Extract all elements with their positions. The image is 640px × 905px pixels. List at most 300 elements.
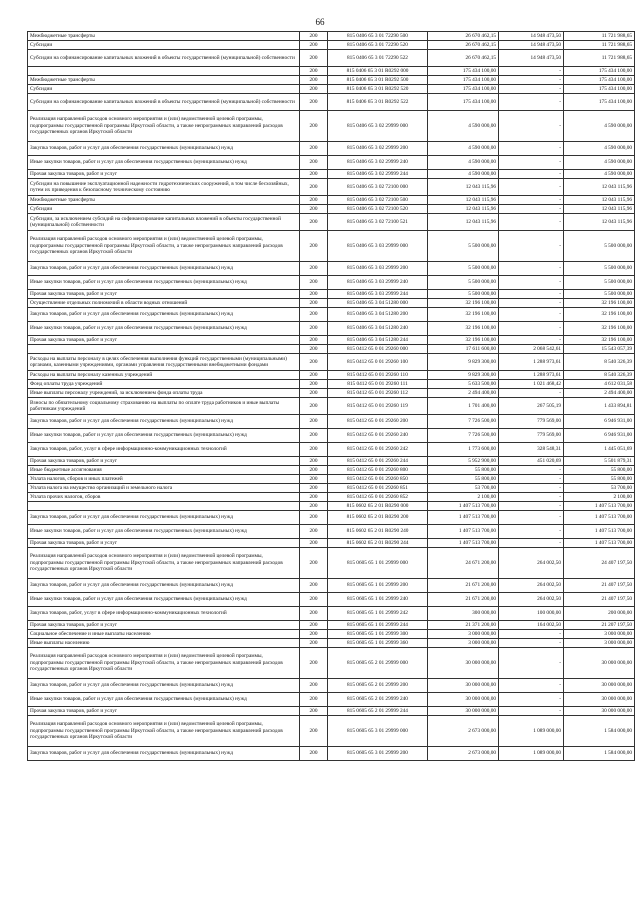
row-total-cell: 3 000 000,00 <box>428 630 499 639</box>
row-federal-cell: 1 288 973,61 <box>499 371 564 380</box>
table-row <box>28 525 635 539</box>
row-csr-cell: 815 0406 65 3 03 29999 240 <box>328 276 428 290</box>
row-federal-cell: - <box>499 630 564 639</box>
table-row <box>28 50 635 67</box>
row-federal-cell: 264 002,50 <box>499 548 564 579</box>
row-name-cell: Реализация направлений расходов основного мероприятия и (или) ведомственной целевой программы, подпрограммы государственной программы Иркутской области, а также непрограммных направлений расходов государственных органов Иркутской области <box>28 716 300 747</box>
row-csr-cell: 815 0605 65 1 01 29999 000 <box>328 548 428 579</box>
row-regional-cell: 1 407 513 700,00 <box>564 511 635 525</box>
row-total-cell: 32 196 100,00 <box>428 299 499 308</box>
row-name-cell: Закупка товаров, работ и услуг для обеспечения государственных (муниципальных) нужд <box>28 415 300 429</box>
row-code-cell: 200 <box>300 693 328 707</box>
row-total-cell: 12 043 115,96 <box>428 196 499 205</box>
row-code-cell: 200 <box>300 85 328 94</box>
row-name-cell: Субсидии <box>28 85 300 94</box>
row-csr-cell: 815 0412 65 0 01 29260 000 <box>328 345 428 354</box>
row-regional-cell: 12 043 115,96 <box>564 196 635 205</box>
row-total-cell: 30 000 000,00 <box>428 648 499 679</box>
row-code-cell: 200 <box>300 648 328 679</box>
row-total-cell: 30 000 000,00 <box>428 707 499 716</box>
row-total-cell: 5 500 000,00 <box>428 231 499 262</box>
row-total-cell: 53 700,00 <box>428 484 499 493</box>
row-total-cell: 24 671 200,00 <box>428 548 499 579</box>
row-regional-cell: 175 434 100,00 <box>564 76 635 85</box>
table-row <box>28 484 635 493</box>
row-federal-cell: - <box>499 336 564 345</box>
row-csr-cell: 815 0406 65 3 02 29999 200 <box>328 142 428 156</box>
row-federal-cell: - <box>499 639 564 648</box>
row-total-cell: 26 670 462,15 <box>428 32 499 41</box>
row-code-cell: 200 <box>300 415 328 429</box>
table-row <box>28 747 635 761</box>
row-csr-cell: 815 0406 65 3 01 R0292 522 <box>328 94 428 111</box>
table-row <box>28 415 635 429</box>
row-total-cell: 175 434 100,00 <box>428 94 499 111</box>
table-row <box>28 648 635 679</box>
row-code-cell: 200 <box>300 214 328 231</box>
row-name-cell: Расходы на выплаты персоналу в целях обеспечения выполнения функций государственными (муниципальными) органами, казенными учреждениями, органами управления государственными внебюджетными фондами <box>28 354 300 371</box>
table-row <box>28 142 635 156</box>
row-total-cell: 30 000 000,00 <box>428 679 499 693</box>
table-row <box>28 179 635 196</box>
row-regional-cell: 8 540 326,39 <box>564 371 635 380</box>
table-row <box>28 466 635 475</box>
table-row <box>28 579 635 593</box>
row-code-cell: 200 <box>300 548 328 579</box>
row-csr-cell: 815 0412 65 0 01 29260 850 <box>328 475 428 484</box>
row-name-cell: Закупка товаров, работ и услуг для обеспечения государственных (муниципальных) нужд <box>28 579 300 593</box>
row-code-cell: 200 <box>300 276 328 290</box>
row-federal-cell: - <box>499 76 564 85</box>
table-row <box>28 539 635 548</box>
row-csr-cell: 815 0406 65 3 01 R0292 000 <box>328 67 428 76</box>
row-csr-cell: 815 0412 65 0 01 29260 100 <box>328 354 428 371</box>
row-federal-cell: - <box>499 299 564 308</box>
row-code-cell: 200 <box>300 308 328 322</box>
row-total-cell: 26 670 462,15 <box>428 50 499 67</box>
row-regional-cell: 2 494 400,00 <box>564 389 635 398</box>
table-row <box>28 548 635 579</box>
row-regional-cell: 4 590 000,00 <box>564 170 635 179</box>
row-code-cell: 200 <box>300 389 328 398</box>
row-regional-cell: 175 434 100,00 <box>564 67 635 76</box>
row-total-cell: 1 407 513 700,00 <box>428 525 499 539</box>
page-number: 66 <box>315 17 325 27</box>
row-code-cell: 200 <box>300 111 328 142</box>
row-code-cell: 200 <box>300 345 328 354</box>
table-row <box>28 299 635 308</box>
row-federal-cell: - <box>499 231 564 262</box>
row-csr-cell: 815 0406 65 3 01 72290 500 <box>328 32 428 41</box>
row-federal-cell: 164 002,50 <box>499 621 564 630</box>
row-csr-cell: 815 0406 65 3 02 29999 240 <box>328 156 428 170</box>
row-name-cell: Реализация направлений расходов основного мероприятия и (или) ведомственной целевой программы, подпрограммы государственной программы Иркутской области, а также непрограммных направлений расходов государственных органов Иркутской области <box>28 548 300 579</box>
row-regional-cell: 55 800,00 <box>564 475 635 484</box>
row-regional-cell: 32 196 100,00 <box>564 322 635 336</box>
table-row <box>28 429 635 443</box>
row-code-cell: 200 <box>300 593 328 607</box>
table-row <box>28 593 635 607</box>
row-name-cell: Реализация направлений расходов основного мероприятия и (или) ведомственной целевой программы, подпрограммы государственной программы Иркутской области, а также непрограммных направлений расходов государственных органов Иркутской области <box>28 111 300 142</box>
row-csr-cell: 815 0412 65 0 01 29260 242 <box>328 443 428 457</box>
row-federal-cell: 14 948 473,50 <box>499 41 564 50</box>
row-federal-cell: - <box>499 389 564 398</box>
row-csr-cell: 815 0406 65 3 04 51280 000 <box>328 299 428 308</box>
row-regional-cell: 3 000 000,00 <box>564 630 635 639</box>
row-federal-cell: - <box>499 511 564 525</box>
row-regional-cell: 11 721 988,65 <box>564 41 635 50</box>
row-code-cell: 200 <box>300 322 328 336</box>
row-regional-cell: 12 043 115,96 <box>564 179 635 196</box>
row-name-cell: Фонд оплаты труда учреждений <box>28 380 300 389</box>
row-total-cell: 175 434 100,00 <box>428 67 499 76</box>
row-federal-cell: 451 020,69 <box>499 457 564 466</box>
row-code-cell: 200 <box>300 579 328 593</box>
row-regional-cell: 30 000 000,00 <box>564 679 635 693</box>
row-csr-cell: 815 0605 65 2 01 29999 244 <box>328 707 428 716</box>
row-csr-cell: 815 0605 65 1 01 29999 242 <box>328 607 428 621</box>
row-name-cell: Иные закупки товаров, работ и услуг для обеспечения государственных (муниципальных) нужд <box>28 429 300 443</box>
row-federal-cell: - <box>499 196 564 205</box>
table-row <box>28 716 635 747</box>
row-name-cell: Иные закупки товаров, работ и услуг для обеспечения государственных (муниципальных) нужд <box>28 593 300 607</box>
row-total-cell: 17 611 600,00 <box>428 345 499 354</box>
row-federal-cell: 1 089 000,00 <box>499 716 564 747</box>
row-total-cell: 32 196 100,00 <box>428 308 499 322</box>
row-name-cell <box>28 67 300 76</box>
row-csr-cell: 815 0406 65 3 01 72290 520 <box>328 41 428 50</box>
table-row <box>28 443 635 457</box>
table-row <box>28 262 635 276</box>
row-code-cell: 200 <box>300 511 328 525</box>
row-regional-cell: 200 000,00 <box>564 607 635 621</box>
row-code-cell: 200 <box>300 380 328 389</box>
row-code-cell: 200 <box>300 484 328 493</box>
table-row <box>28 156 635 170</box>
row-csr-cell: 815 0605 65 1 01 29999 300 <box>328 630 428 639</box>
table-row <box>28 630 635 639</box>
row-federal-cell: 779 569,00 <box>499 415 564 429</box>
row-regional-cell: 21 407 197,50 <box>564 579 635 593</box>
row-name-cell: Прочая закупка товаров, работ и услуг <box>28 621 300 630</box>
row-name-cell: Закупка товаров, работ, услуг в сфере информационно-коммуникационных технологий <box>28 607 300 621</box>
row-code-cell: 200 <box>300 50 328 67</box>
row-csr-cell: 815 0602 65 2 01 R0290 000 <box>328 502 428 511</box>
row-total-cell: 2 673 000,00 <box>428 716 499 747</box>
row-regional-cell: 5 500 000,00 <box>564 262 635 276</box>
row-code-cell: 200 <box>300 539 328 548</box>
row-csr-cell: 815 0412 65 0 01 29260 111 <box>328 380 428 389</box>
row-csr-cell: 815 0406 65 3 01 72290 522 <box>328 50 428 67</box>
table-row <box>28 85 635 94</box>
table-row <box>28 475 635 484</box>
table-row <box>28 196 635 205</box>
row-code-cell: 200 <box>300 475 328 484</box>
row-total-cell: 55 800,00 <box>428 466 499 475</box>
row-code-cell: 200 <box>300 466 328 475</box>
row-code-cell: 200 <box>300 429 328 443</box>
row-name-cell: Социальное обеспечение и иные выплаты населению <box>28 630 300 639</box>
row-code-cell: 200 <box>300 398 328 415</box>
budget-table-body <box>28 32 635 761</box>
row-code-cell: 200 <box>300 170 328 179</box>
row-total-cell: 55 800,00 <box>428 475 499 484</box>
row-name-cell: Уплата налога на имущество организаций и земельного налога <box>28 484 300 493</box>
row-csr-cell: 815 0602 65 2 01 R0290 240 <box>328 525 428 539</box>
row-code-cell: 200 <box>300 371 328 380</box>
row-federal-cell: 264 002,50 <box>499 579 564 593</box>
row-regional-cell: 3 000 000,00 <box>564 639 635 648</box>
row-total-cell: 4 590 000,00 <box>428 111 499 142</box>
row-csr-cell: 815 0406 65 3 01 R0292 500 <box>328 76 428 85</box>
row-csr-cell: 815 0605 65 3 01 29999 200 <box>328 747 428 761</box>
row-csr-cell: 815 0406 65 3 04 51280 240 <box>328 322 428 336</box>
row-csr-cell: 815 0602 65 2 01 R0290 244 <box>328 539 428 548</box>
row-regional-cell: 5 500 000,00 <box>564 276 635 290</box>
row-code-cell: 200 <box>300 231 328 262</box>
row-code-cell: 200 <box>300 290 328 299</box>
row-regional-cell: 32 196 100,00 <box>564 308 635 322</box>
row-regional-cell: 30 000 000,00 <box>564 648 635 679</box>
row-regional-cell: 4 590 000,00 <box>564 111 635 142</box>
row-total-cell: 32 196 100,00 <box>428 336 499 345</box>
table-row <box>28 502 635 511</box>
table-row <box>28 380 635 389</box>
row-total-cell: 12 043 115,96 <box>428 214 499 231</box>
row-code-cell: 200 <box>300 621 328 630</box>
row-csr-cell: 815 0605 65 1 01 29999 360 <box>328 639 428 648</box>
row-total-cell: 7 726 500,00 <box>428 415 499 429</box>
row-name-cell: Межбюджетные трансферты <box>28 76 300 85</box>
row-regional-cell: 1 407 513 700,00 <box>564 502 635 511</box>
table-row <box>28 621 635 630</box>
row-code-cell: 200 <box>300 679 328 693</box>
row-name-cell: Уплата прочих налогов, сборов <box>28 493 300 502</box>
row-code-cell: 200 <box>300 354 328 371</box>
row-regional-cell: 1 584 000,00 <box>564 747 635 761</box>
row-csr-cell: 815 0406 65 3 04 51280 244 <box>328 336 428 345</box>
table-row <box>28 214 635 231</box>
table-row <box>28 170 635 179</box>
row-code-cell: 200 <box>300 639 328 648</box>
row-csr-cell: 815 0605 65 2 01 29999 200 <box>328 679 428 693</box>
row-federal-cell: - <box>499 142 564 156</box>
row-code-cell: 200 <box>300 67 328 76</box>
row-csr-cell: 815 0412 65 0 01 29260 200 <box>328 415 428 429</box>
row-code-cell: 200 <box>300 94 328 111</box>
row-federal-cell: 328 548,31 <box>499 443 564 457</box>
row-csr-cell: 815 0406 65 3 03 29999 200 <box>328 262 428 276</box>
row-regional-cell: 30 000 000,00 <box>564 693 635 707</box>
table-row <box>28 67 635 76</box>
row-regional-cell: 175 434 100,00 <box>564 85 635 94</box>
row-name-cell: Прочая закупка товаров, работ и услуг <box>28 539 300 548</box>
row-name-cell: Прочая закупка товаров, работ и услуг <box>28 707 300 716</box>
row-code-cell: 200 <box>300 32 328 41</box>
row-csr-cell: 815 0605 65 2 01 29999 000 <box>328 648 428 679</box>
row-federal-cell: - <box>499 693 564 707</box>
row-name-cell: Осуществление отдельных полномочий в области водных отношений <box>28 299 300 308</box>
row-name-cell: Субсидии на софинансирование капитальных вложений в объекты государственной (муниципальной) собственности <box>28 50 300 67</box>
row-total-cell: 2 494 400,00 <box>428 389 499 398</box>
row-regional-cell: 32 196 100,00 <box>564 299 635 308</box>
row-federal-cell: - <box>499 170 564 179</box>
row-federal-cell: 267 505,19 <box>499 398 564 415</box>
row-name-cell: Иные закупки товаров, работ и услуг для обеспечения государственных (муниципальных) нужд <box>28 693 300 707</box>
row-regional-cell: 5 500 000,00 <box>564 231 635 262</box>
row-name-cell: Субсидии <box>28 205 300 214</box>
row-federal-cell: - <box>499 679 564 693</box>
row-csr-cell: 815 0412 65 0 01 29260 112 <box>328 389 428 398</box>
row-total-cell: 12 043 115,96 <box>428 179 499 196</box>
row-csr-cell: 815 0406 65 3 02 72100 520 <box>328 205 428 214</box>
row-federal-cell: 1 089 000,00 <box>499 747 564 761</box>
row-csr-cell: 815 0605 65 3 01 29999 000 <box>328 716 428 747</box>
row-name-cell: Межбюджетные трансферты <box>28 196 300 205</box>
row-total-cell: 4 590 000,00 <box>428 156 499 170</box>
row-total-cell: 21 671 200,00 <box>428 593 499 607</box>
row-federal-cell: - <box>499 539 564 548</box>
row-code-cell: 200 <box>300 205 328 214</box>
table-row <box>28 41 635 50</box>
row-total-cell: 3 000 000,00 <box>428 639 499 648</box>
row-total-cell: 2 100,00 <box>428 493 499 502</box>
row-code-cell: 200 <box>300 443 328 457</box>
row-regional-cell: 4 590 000,00 <box>564 156 635 170</box>
row-csr-cell: 815 0605 65 2 01 29999 240 <box>328 693 428 707</box>
row-regional-cell: 15 543 057,39 <box>564 345 635 354</box>
row-code-cell: 200 <box>300 76 328 85</box>
row-regional-cell: 1 445 051,69 <box>564 443 635 457</box>
row-code-cell: 200 <box>300 179 328 196</box>
row-total-cell: 1 407 513 700,00 <box>428 539 499 548</box>
row-regional-cell: 175 434 100,00 <box>564 94 635 111</box>
row-code-cell: 200 <box>300 142 328 156</box>
table-row <box>28 679 635 693</box>
row-name-cell <box>28 345 300 354</box>
row-code-cell: 200 <box>300 493 328 502</box>
row-name-cell: Иные выплаты населению <box>28 639 300 648</box>
row-csr-cell: 815 0412 65 0 01 29260 851 <box>328 484 428 493</box>
row-csr-cell: 815 0406 65 3 02 29999 244 <box>328 170 428 179</box>
row-csr-cell: 815 0406 65 3 04 51280 200 <box>328 308 428 322</box>
row-name-cell: Иные выплаты персоналу учреждений, за исключением фонда оплаты труда <box>28 389 300 398</box>
row-csr-cell: 815 0406 65 3 02 72100 000 <box>328 179 428 196</box>
row-name-cell: Субсидии <box>28 41 300 50</box>
row-total-cell: 12 043 115,96 <box>428 205 499 214</box>
table-row <box>28 94 635 111</box>
row-regional-cell: 1 407 513 700,00 <box>564 525 635 539</box>
table-row <box>28 276 635 290</box>
row-federal-cell: 1 288 973,61 <box>499 354 564 371</box>
row-federal-cell: - <box>499 111 564 142</box>
row-federal-cell: - <box>499 67 564 76</box>
row-name-cell: Иные закупки товаров, работ и услуг для обеспечения государственных (муниципальных) нужд <box>28 156 300 170</box>
row-regional-cell: 30 000 000,00 <box>564 707 635 716</box>
row-federal-cell: - <box>499 322 564 336</box>
row-code-cell: 200 <box>300 630 328 639</box>
row-regional-cell: 32 196 100,00 <box>564 336 635 345</box>
row-federal-cell: 14 948 473,50 <box>499 32 564 41</box>
row-total-cell: 30 000 000,00 <box>428 693 499 707</box>
row-name-cell: Закупка товаров, работ и услуг для обеспечения государственных (муниципальных) нужд <box>28 511 300 525</box>
row-csr-cell: 815 0412 65 0 01 29260 852 <box>328 493 428 502</box>
row-name-cell: Расходы на выплаты персоналу казенных учреждений <box>28 371 300 380</box>
row-csr-cell: 815 0406 65 3 03 29999 000 <box>328 231 428 262</box>
row-code-cell: 200 <box>300 607 328 621</box>
row-total-cell: 1 773 600,00 <box>428 443 499 457</box>
row-regional-cell: 11 721 988,65 <box>564 50 635 67</box>
row-code-cell: 200 <box>300 336 328 345</box>
row-federal-cell: - <box>499 475 564 484</box>
row-name-cell: Субсидии на повышение эксплуатационной надежности гидротехнических сооружений, в том числе бесхозяйных, путем их приведения к безопасному техническому состоянию <box>28 179 300 196</box>
table-row <box>28 693 635 707</box>
table-row <box>28 398 635 415</box>
row-csr-cell: 815 0406 65 3 02 72100 500 <box>328 196 428 205</box>
row-code-cell: 200 <box>300 525 328 539</box>
row-federal-cell: - <box>499 94 564 111</box>
row-regional-cell: 1 407 513 700,00 <box>564 539 635 548</box>
row-csr-cell: 815 0412 65 0 01 29260 244 <box>328 457 428 466</box>
row-regional-cell: 2 100,00 <box>564 493 635 502</box>
table-row <box>28 354 635 371</box>
table-row <box>28 345 635 354</box>
row-total-cell: 4 590 000,00 <box>428 170 499 179</box>
table-row <box>28 111 635 142</box>
row-total-cell: 300 000,00 <box>428 607 499 621</box>
row-regional-cell: 4 612 031,58 <box>564 380 635 389</box>
row-name-cell: Иные бюджетные ассигнования <box>28 466 300 475</box>
row-federal-cell: - <box>499 262 564 276</box>
row-csr-cell: 815 0412 65 0 01 29260 119 <box>328 398 428 415</box>
row-name-cell: Иные закупки товаров, работ и услуг для обеспечения государственных (муниципальных) нужд <box>28 525 300 539</box>
table-row <box>28 205 635 214</box>
row-federal-cell: - <box>499 214 564 231</box>
row-name-cell: Реализация направлений расходов основного мероприятия и (или) ведомственной целевой программы, подпрограммы государственной программы Иркутской области, а также непрограммных направлений расходов государственных органов Иркутской области <box>28 231 300 262</box>
row-name-cell: Субсидии, за исключением субсидий на софинансирование капитальных вложений в объекты государственной (муниципальной) собственности <box>28 214 300 231</box>
row-code-cell: 200 <box>300 716 328 747</box>
row-regional-cell: 12 043 115,96 <box>564 214 635 231</box>
row-federal-cell: 1 021 468,42 <box>499 380 564 389</box>
row-federal-cell: 100 000,00 <box>499 607 564 621</box>
row-regional-cell: 1 433 894,81 <box>564 398 635 415</box>
row-regional-cell: 24 407 197,50 <box>564 548 635 579</box>
row-federal-cell: - <box>499 308 564 322</box>
row-name-cell: Иные закупки товаров, работ и услуг для обеспечения государственных (муниципальных) нужд <box>28 276 300 290</box>
table-row <box>28 32 635 41</box>
row-name-cell: Взносы по обязательному социальному страхованию на выплаты по оплате труда работников и иные выплаты работникам учреждений <box>28 398 300 415</box>
row-total-cell: 32 196 100,00 <box>428 322 499 336</box>
row-code-cell: 200 <box>300 502 328 511</box>
table-row <box>28 290 635 299</box>
row-total-cell: 175 434 100,00 <box>428 85 499 94</box>
row-name-cell: Межбюджетные трансферты <box>28 32 300 41</box>
row-regional-cell: 21 207 197,50 <box>564 621 635 630</box>
row-csr-cell: 815 0605 65 1 01 29999 240 <box>328 593 428 607</box>
row-federal-cell: - <box>499 648 564 679</box>
row-regional-cell: 11 721 988,65 <box>564 32 635 41</box>
row-name-cell: Прочая закупка товаров, работ и услуг <box>28 170 300 179</box>
row-csr-cell: 815 0406 65 3 02 29999 000 <box>328 111 428 142</box>
row-total-cell: 21 671 200,00 <box>428 579 499 593</box>
row-csr-cell: 815 0412 65 0 01 29260 240 <box>328 429 428 443</box>
row-total-cell: 9 829 300,00 <box>428 354 499 371</box>
row-code-cell: 200 <box>300 707 328 716</box>
table-row <box>28 493 635 502</box>
row-name-cell: Закупка товаров, работ и услуг для обеспечения государственных (муниципальных) нужд <box>28 142 300 156</box>
row-name-cell: Прочая закупка товаров, работ и услуг <box>28 457 300 466</box>
row-regional-cell: 6 946 931,00 <box>564 429 635 443</box>
